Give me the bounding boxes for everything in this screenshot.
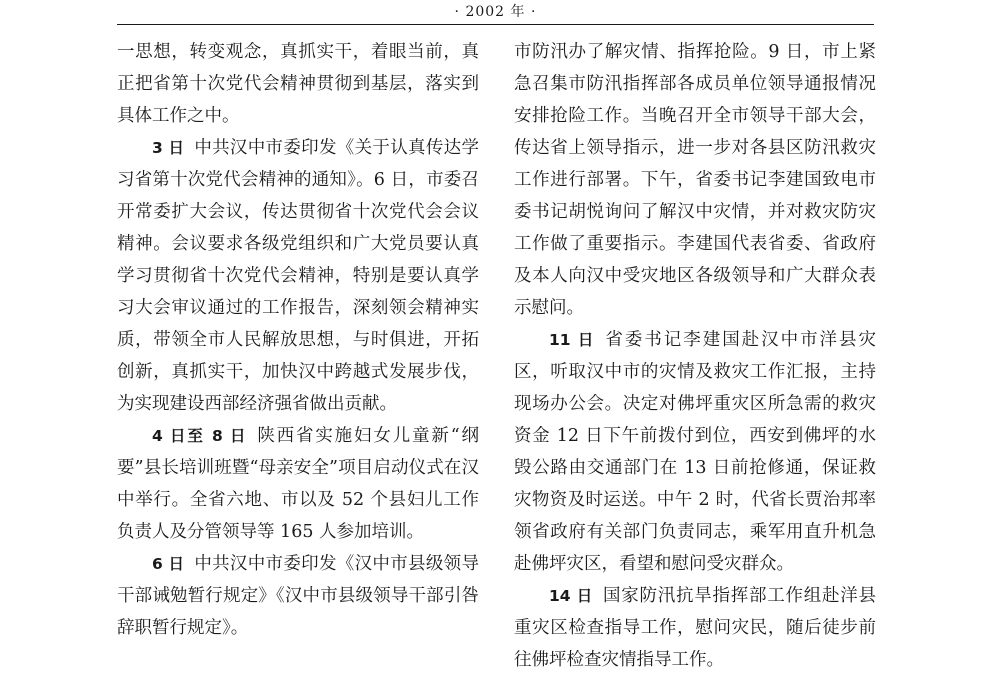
paragraph	[117, 132, 479, 420]
paragraph	[117, 420, 479, 548]
entry-date: 14 日	[549, 587, 593, 605]
paragraph	[117, 548, 479, 644]
paragraph	[514, 36, 876, 324]
entry-date: 6 日	[152, 555, 185, 573]
page-header	[117, 0, 874, 25]
paragraph-text: 一思想，转变观念，真抓实干，着眼当前，真正把省第十次党代会精神贯彻到基层，落实到具体工作之中。	[117, 42, 479, 126]
page-year-label: · 2002 年 ·	[454, 4, 537, 20]
entry-date: 3 日	[152, 139, 185, 157]
paragraph-text: 市防汛办了解灾情、指挥抢险。9 日，市上紧急召集市防汛指挥部各成员单位领导通报情况安排抢险工作。当晚召开全市领导干部大会，传达省上领导指示，进一步对各县区防汛救灾工作进行部署。下午，省委书记李建国致电市委书记胡悦询问了解汉中灾情，并对救灾防灾工作做了重要指示。李建国代表省委、省政府及本人向汉中受灾地区各级领导和广大群众表示慰问。	[514, 42, 876, 318]
paragraph-text: 省委书记李建国赴汉中市洋县灾区，听取汉中市的灾情及救灾工作汇报，主持现场办公会。决定对佛坪重灾区所急需的救灾资金 12 日下午前拨付到位，西安到佛坪的水毁公路由交通部门在 13 日前抢修通，保证救灾物资及时运送。中午 2 时，代省长贾治邦率领省政府有关部门负责同志，乘军用直升机急赴佛坪灾区，看望和慰问受灾群众。	[514, 330, 876, 574]
paragraph-text: 中共汉中市委印发《关于认真传达学习省第十次党代会精神的通知》。6 日，市委召开常委扩大会议，传达贯彻省十次党代会会议精神。会议要求各级党组织和广大党员要认真学习贯彻省十次党代会精神，特别是要认真学习大会审议通过的工作报告，深刻领会精神实质，带领全市人民解放思想，与时俱进，开拓创新，真抓实干，加快汉中跨越式发展步伐，为实现建设西部经济强省做出贡献。	[117, 138, 479, 414]
left-column	[117, 36, 479, 644]
paragraph-text: 国家防汛抗旱指挥部工作组赴洋县重灾区检查指导工作，慰问灾民，随后徒步前往佛坪检查灾情指导工作。	[514, 586, 877, 670]
paragraph	[514, 324, 876, 580]
paragraph	[117, 36, 479, 132]
paragraph	[514, 580, 876, 676]
paragraph-text: 陕西省实施妇女儿童新“纲要”县长培训班暨“母亲安全”项目启动仪式在汉中举行。全省六地、市以及 52 个县妇儿工作负责人及分管领导等 165 人参加培训。	[117, 426, 479, 542]
entry-date: 11 日	[549, 331, 596, 349]
entry-date: 4 日至 8 日	[152, 427, 248, 445]
paragraph-text: 中共汉中市委印发《汉中市县级领导干部诫勉暂行规定》《汉中市县级领导干部引咎辞职暂行规定》。	[117, 554, 479, 638]
right-column	[514, 36, 876, 676]
